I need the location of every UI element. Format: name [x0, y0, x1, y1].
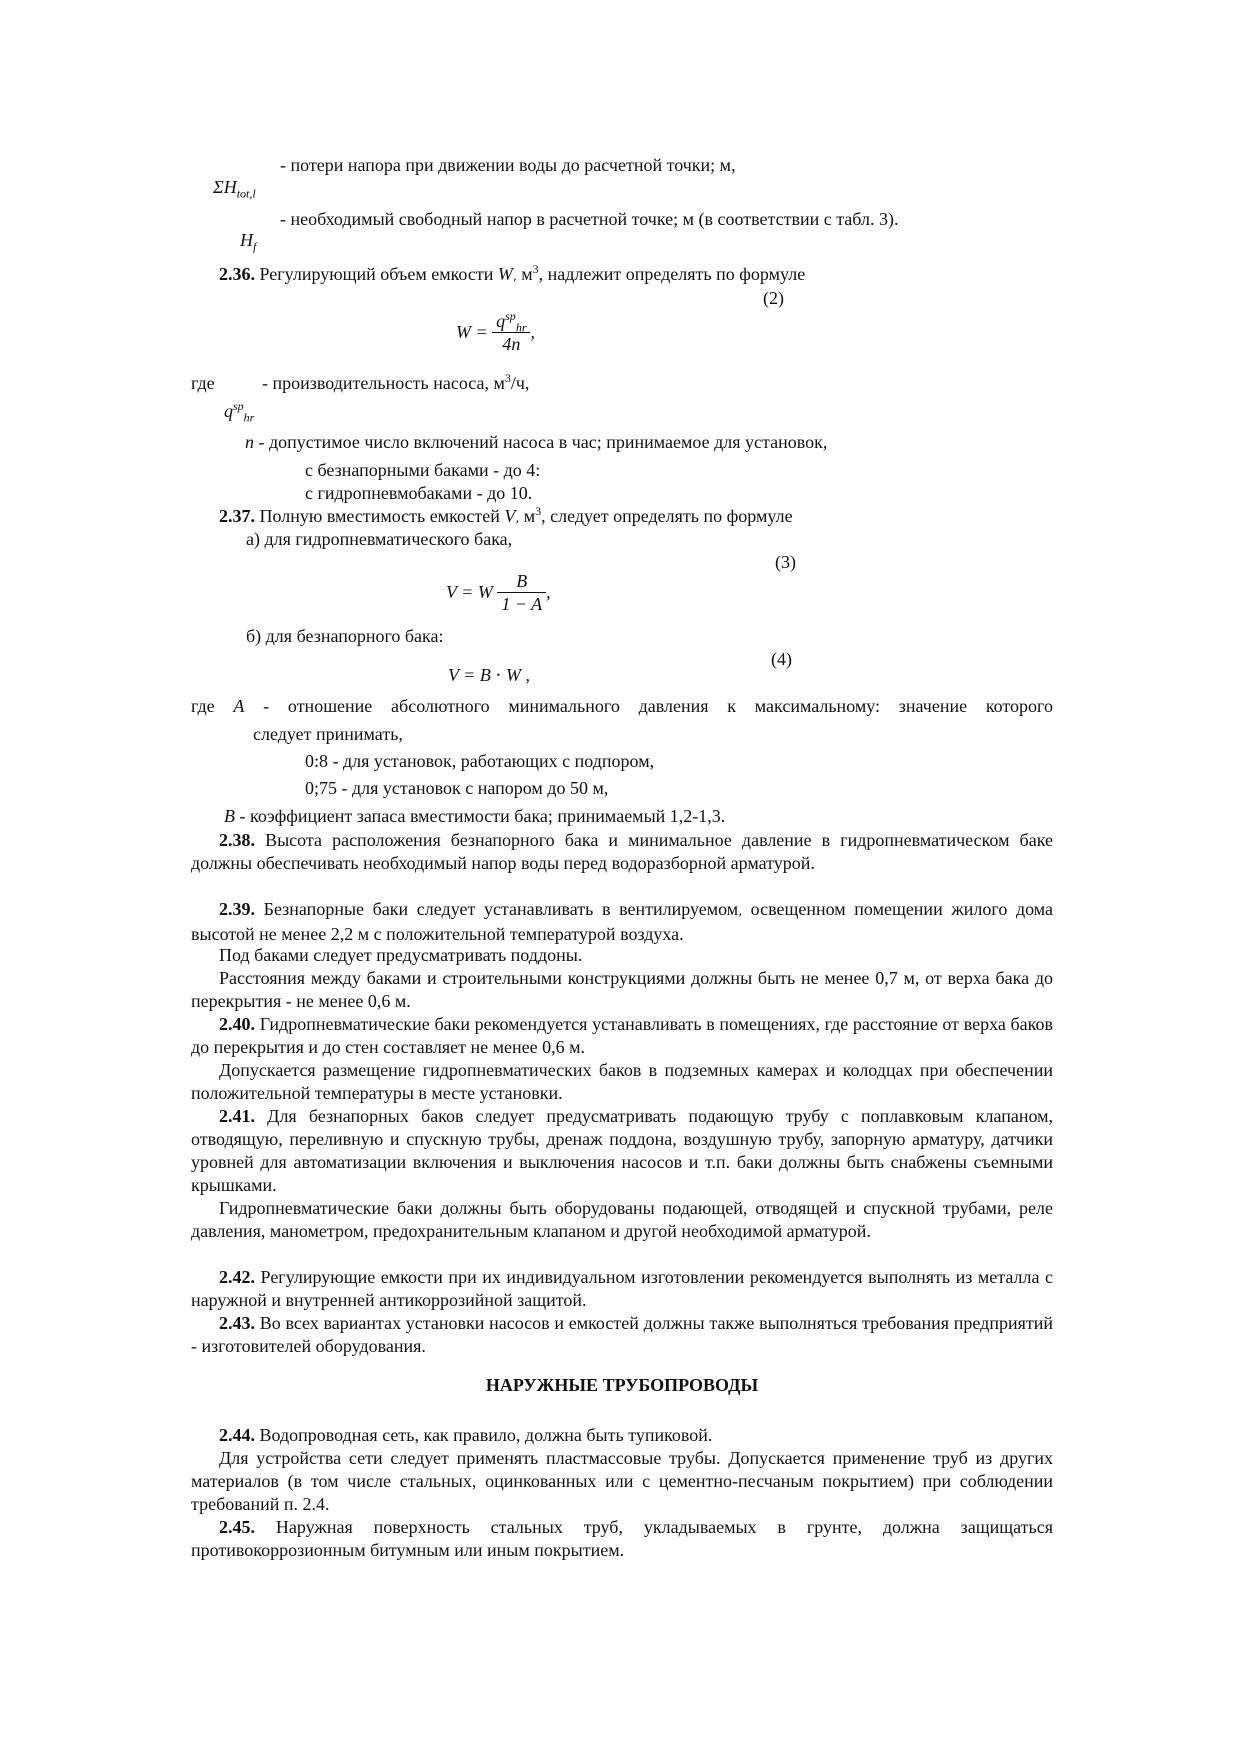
para-2-36-line: 2.36. Регулирующий объем емкости W‚ $м^3$, надлежит определять по формуле — [219, 262, 806, 284]
para-2-42-number: 2.42. — [219, 1267, 255, 1287]
def-a-value-1: 0:8 - для установок, работающих с подпором, — [305, 751, 655, 771]
formula-2: W = $\frac{q^{sp}_{hr}}{4n}$ , — [456, 309, 535, 354]
para-2-40: 2.40. Гидропневматические баки рекомендуется устанавливать в помещениях, где расстояние от верха баков до перекрытия и до стен составляет не менее 0,6 м. — [191, 1014, 1054, 1057]
para-2-43-number: 2.43. — [219, 1313, 255, 1333]
def-q-symbol: $q^{sp}_{hr}$ — [224, 399, 255, 425]
para-2-45-number: 2.45. — [219, 1517, 255, 1537]
def-a-line: где A - отношение абсолютного минимального давления к максимальному: значение которого — [191, 696, 1053, 716]
para-2-45: 2.45. Наружная поверхность стальных труб, укладываемых в грунте, должна защищаться противокоррозионным битумным или иным покрытием. — [191, 1517, 1054, 1560]
equation-number-4: (4) — [771, 649, 792, 669]
missing-glyph-icon: ‚ — [512, 269, 517, 283]
para-2-39-number: 2.39. — [219, 899, 255, 919]
def-a-line-2: следует принимать, — [253, 724, 403, 744]
para-2-37-line: 2.37. Полную вместимость емкостей V‚ $м^3$, следует определять по формуле — [219, 504, 793, 526]
item-a-hydropneumatic: а) для гидропневматического бака, — [246, 529, 513, 549]
para-2-38-number: 2.38. — [219, 830, 255, 850]
def-hf-text: - необходимый свободный напор в расчетной точке; м (в соответствии с табл. 3). — [280, 209, 899, 229]
where-label-1: где — [191, 373, 215, 393]
def-hf-symbol: $H_f$ — [240, 230, 257, 254]
def-b-line: B - коэффициент запаса вместимости бака; принимаемый 1,2-1,3. — [224, 806, 726, 826]
para-2-42: 2.42. Регулирующие емкости при их индивидуальном изготовлении рекомендуется выполнять из металла с наружной и внутренней антикоррозийной защитой. — [191, 1267, 1053, 1310]
item-b-nonpressure: б) для безнапорного бака: — [246, 626, 444, 646]
formula-3: V = W $\frac{B}{1 - A}$ , — [446, 571, 551, 614]
para-2-36-number: 2.36. — [219, 264, 255, 284]
def-a-value-2: 0;75 - для установок с напором до 50 м, — [305, 778, 609, 798]
missing-glyph-icon: ‚ — [515, 511, 520, 525]
para-2-39-sub-2: Расстояния между баками и строительными конструкциями должны быть не менее 0,7 м, от верха бака до перекрытия - не менее 0,6 м. — [191, 968, 1053, 1011]
para-2-41-number: 2.41. — [219, 1106, 255, 1126]
para-2-44-sub-1: Для устройства сети следует применять пластмассовые трубы. Допускается применение труб из других материалов (в том числе стальных, оцинкованных или с цементно-песчаным покрытием) при соблюдении требований п. 2.4. — [191, 1448, 1053, 1514]
para-2-39-sub-1: Под баками следует предусматривать поддоны. — [219, 945, 583, 965]
para-2-40-sub-1: Допускается размещение гидропневматических баков в подземных камерах и колодцах при обеспечении положительной температуры в месте установки. — [191, 1060, 1053, 1103]
para-2-43: 2.43. Во всех вариантах установки насосов и емкостей должны также выполняться требования предприятий - изготовителей оборудования. — [191, 1313, 1053, 1356]
def-q-text: - производительность насоса, $м^3/ч$, — [262, 371, 530, 393]
para-2-41-sub-1: Гидропневматические баки должны быть оборудованы подающей, отводящей и спускной трубами, реле давления, манометром, предохранительным клапаном и другой необходимой арматурой. — [191, 1198, 1053, 1241]
para-2-38: 2.38. Высота расположения безнапорного бака и минимальное давление в гидропневматическом баке должны обеспечивать необходимый напор воды перед водоразборной арматурой. — [191, 830, 1053, 873]
def-sum-h-text: - потери напора при движении воды до расчетной точки; м, — [280, 155, 736, 175]
para-2-37-number: 2.37. — [219, 506, 255, 526]
def-n-line: n - допустимое число включений насоса в час; принимаемое для установок, — [245, 432, 828, 452]
para-2-39: 2.39. Безнапорные баки следует устанавливать в вентилируемом‚ освещенном помещении жилого дома высотой не менее 2,2 м с положительной температурой воздуха. — [191, 899, 1054, 944]
para-2-44: 2.44. Водопроводная сеть, как правило, должна быть тупиковой. — [219, 1425, 713, 1445]
section-heading: НАРУЖНЫЕ ТРУБОПРОВОДЫ — [485, 1375, 759, 1395]
para-2-41: 2.41. Для безнапорных баков следует предусматривать подающую трубу с поплавковым клапаном, отводящую, переливную и спускную трубы, дренаж поддона, воздушную трубу, запорную арматуру, датчики уровней для автоматизации включения и выключения насосов и т.п. баки должны быть снабжены съемными крышками. — [191, 1106, 1054, 1195]
equation-number-3: (3) — [775, 552, 796, 572]
para-2-40-number: 2.40. — [219, 1014, 255, 1034]
para-2-44-number: 2.44. — [219, 1425, 255, 1445]
def-n-option-1: с безнапорными баками - до 4: — [305, 460, 541, 480]
def-sum-h-symbol: $\Sigma H_{tot,l}$ — [213, 177, 256, 201]
missing-glyph-icon: ‚ — [738, 904, 743, 918]
formula-4: V = B ⋅ W , — [448, 665, 530, 685]
equation-number-2: (2) — [763, 288, 784, 308]
def-n-option-2: с гидропневмобаками - до 10. — [305, 483, 533, 503]
